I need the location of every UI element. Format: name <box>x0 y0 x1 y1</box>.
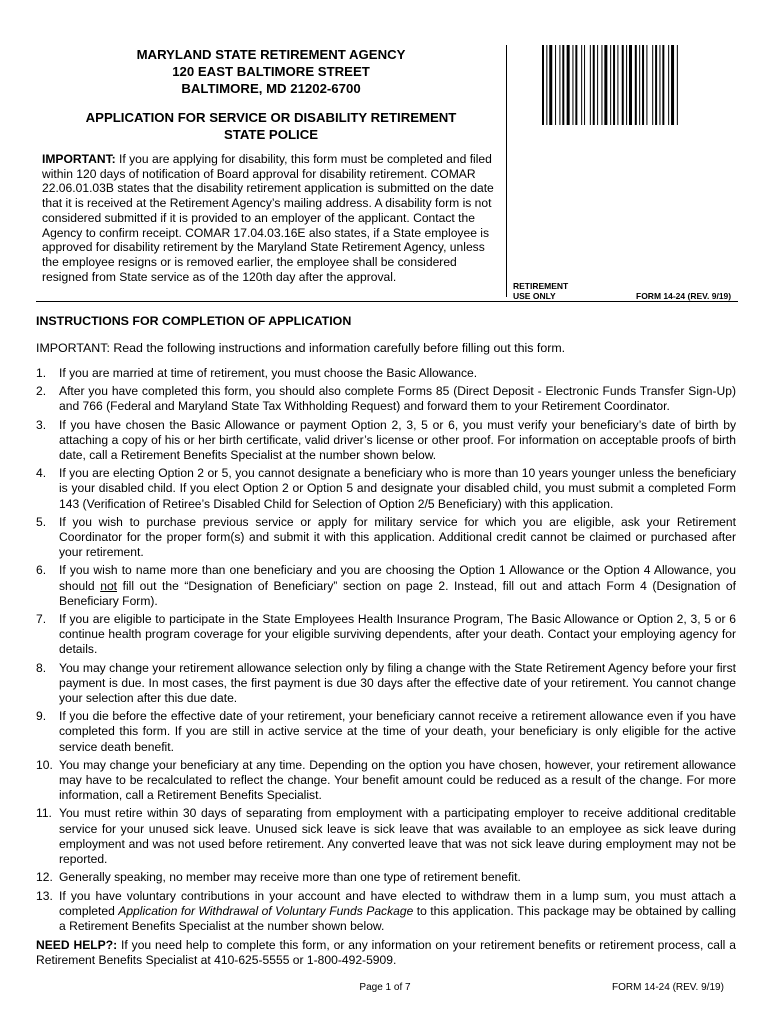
barcode-bar <box>617 45 618 125</box>
item-text: You may change your beneficiary at any time. Depending on the option you have chosen, however, your retirement allowance may have to be recalculated to reflect the change. Your benefit amount could be reduced as a result of the change. For more information, call a Retirement Benefits Specialist. <box>59 757 736 803</box>
barcode-bar <box>604 45 607 125</box>
form-title-line2: STATE POLICE <box>223 127 319 142</box>
barcode-bar <box>572 45 573 125</box>
item-number: 3. <box>36 417 47 432</box>
barcode-bar <box>646 45 647 125</box>
important-text: If you are applying for disability, this form must be completed and filed within 120 days of notification of Board approval for disability retirement. COMAR 22.06.01.03B states that the disability retirement application is submitted on the date that it is received at the Retirement Agency’s mailing address. A disability form is not considered submitted if it is provided to an employer of the applicant. Contact the Agency to confirm receipt. COMAR 17.04.03.16E also states, if a State employee is approved for disability retirement by the Maryland State Retirement Agency, unless the employee resigns or is removed earlier, the employee shall be considered resigned from State service as of the 120th day after the approval. <box>42 152 494 284</box>
need-help-text: If you need help to complete this form, or any information on your retirement benefits or retirement process, call a Retirement Benefits Specialist at 410-625-5555 or 1-800-492-5909. <box>36 938 736 968</box>
item-number: 7. <box>36 612 47 627</box>
important-notice <box>42 152 504 284</box>
item-text: If you wish to purchase previous service or apply for military service for which you are eligible, ask your Retirement Coordinator for the proper form(s) and submit it with this application. Additional credit cannot be claimed or purchased after your retirement. <box>59 514 736 560</box>
barcode-bar <box>655 45 657 125</box>
barcode-bar <box>635 45 637 125</box>
list-item <box>36 612 736 658</box>
need-help <box>36 938 736 968</box>
need-help-label: NEED HELP?: <box>36 938 118 952</box>
agency-name: MARYLAND STATE RETIREMENT AGENCY <box>136 47 406 62</box>
header-rule <box>36 301 738 302</box>
item-text-pre: If you wish to name more than one beneficiary and you are choosing the Option 1 Allowance or the Option 4 Allowance, you should <box>59 563 736 593</box>
barcode-bar <box>593 45 595 125</box>
item-text <box>59 889 736 935</box>
item-number: 8. <box>36 660 47 675</box>
item-text-pre: If you have voluntary contributions in your account and have elected to withdraw them in a lump sum, you must attach a completed <box>59 888 736 918</box>
item-text-underlined: not <box>100 578 118 593</box>
form-number-top: FORM 14-24 (REV. 9/19) <box>636 291 732 301</box>
agency-street: 120 EAST BALTIMORE STREET <box>172 64 370 79</box>
barcode-bar <box>668 45 669 125</box>
list-item <box>36 563 736 609</box>
instructions-list <box>36 366 736 937</box>
barcode-bar <box>613 45 615 125</box>
item-number: 12. <box>36 870 53 885</box>
barcode-bar <box>549 45 552 125</box>
barcode-bar <box>662 45 664 125</box>
barcode <box>542 45 737 125</box>
item-number: 6. <box>36 563 47 578</box>
list-item <box>36 366 736 381</box>
agency-city: BALTIMORE, MD 21202-6700 <box>181 81 361 96</box>
barcode-bar <box>559 45 560 125</box>
barcode-bar <box>626 45 627 125</box>
barcode-bar <box>671 45 674 125</box>
barcode-bar <box>584 45 585 125</box>
barcode-bar <box>546 45 547 125</box>
barcode-bar <box>597 45 598 125</box>
item-number: 2. <box>36 384 47 399</box>
barcode-bar <box>642 45 644 125</box>
barcode-bar <box>622 45 624 125</box>
page-number: Page 1 of 7 <box>359 982 411 993</box>
barcode-bar <box>677 45 678 125</box>
item-text-post: to this application. This package may be obtained by calling a Retirement Benefits Specialist at the number shown below. <box>59 903 736 933</box>
item-number: 13. <box>36 888 53 903</box>
item-text: Generally speaking, no member may receive more than one type of retirement benefit. <box>59 870 521 885</box>
instructions-intro: IMPORTANT: Read the following instructions and information carefully before filling out this form. <box>36 341 566 355</box>
barcode-bar <box>610 45 611 125</box>
form-title-line1: APPLICATION FOR SERVICE OR DISABILITY RETIREMENT <box>85 110 457 125</box>
item-number: 11. <box>36 806 52 821</box>
barcode-bar <box>567 45 570 125</box>
barcode-bar <box>562 45 564 125</box>
list-item <box>36 758 736 804</box>
item-number: 10. <box>36 757 53 772</box>
list-item <box>36 661 736 707</box>
item-text: You must retire within 30 days of separating from employment with a participating employer to receive additional creditable service for your unused sick leave. Unused sick leave is sick leave that was available to an employee as sick leave during employment and was not used before retirement. Any converted leave that was not sick leave during employment may not be reported. <box>59 806 736 867</box>
form-number-bottom: FORM 14-24 (REV. 9/19) <box>612 982 724 993</box>
agency-header <box>36 46 506 97</box>
item-text: After you have completed this form, you should also complete Forms 85 (Direct Deposit - Electronic Funds Transfer Sign-Up) and 766 (Federal and Maryland State Tax Withholding Request) and forward them to your Retirement Coordinator. <box>59 384 736 414</box>
item-text-italic: Application for Withdrawal of Voluntary Funds Package <box>118 903 414 918</box>
retirement-use-line1: RETIREMENT <box>513 281 569 291</box>
item-text: If you are married at time of retirement, you must choose the Basic Allowance. <box>59 366 478 380</box>
item-text: If you have chosen the Basic Allowance or payment Option 2, 3, 5 or 6, you must verify your beneficiary’s date of birth by attaching a copy of his or her birth certificate, valid driver’s license or other proof. For information on acceptable proofs of birth date, call a Retirement Benefits Specialist at the number shown below. <box>59 417 736 463</box>
barcode-bar <box>639 45 640 125</box>
instructions-heading: INSTRUCTIONS FOR COMPLETION OF APPLICATION <box>36 314 352 328</box>
barcode-bar <box>629 45 632 125</box>
item-number: 1. <box>36 366 47 380</box>
barcode-bar <box>652 45 653 125</box>
important-label: IMPORTANT: <box>42 152 116 166</box>
list-item <box>36 806 736 867</box>
item-text <box>59 563 736 609</box>
barcode-bar <box>555 45 556 125</box>
barcode-bar <box>542 45 544 125</box>
form-title <box>36 109 506 143</box>
item-number: 4. <box>36 466 47 481</box>
list-item <box>36 889 736 935</box>
retirement-use-only <box>513 281 568 301</box>
header-divider <box>506 45 507 297</box>
item-text: If you are electing Option 2 or 5, you cannot designate a beneficiary who is more than 10 years younger unless the beneficiary is your disabled child. If you elect Option 2 or Option 5 and designate your disabled child, you must submit a completed Form 143 (Verification of Retiree’s Disabled Child for Selection of Option 2/5 Beneficiary) with this application. <box>59 466 736 511</box>
barcode-bar <box>581 45 582 125</box>
list-item <box>36 515 736 561</box>
barcode-bar <box>575 45 577 125</box>
barcode-bar <box>659 45 660 125</box>
item-text: You may change your retirement allowance selection only by filing a change with the State Retirement Agency before your first payment is due. In most cases, the first payment is due 30 days after the effective date of your retirement. You cannot change your selection after this due date. <box>59 660 736 706</box>
item-text: If you are eligible to participate in the State Employees Health Insurance Program, The Basic Allowance or Option 2, 3, 5 or 6 continue health program coverage for your eligible surviving dependents, after your death. Contact your employing agency for details. <box>59 612 736 657</box>
barcode-bar <box>590 45 591 125</box>
list-item <box>36 466 736 512</box>
item-text-post: fill out the “Designation of Beneficiary” section on page 2. Instead, fill out and attach Form 4 (Designation of Beneficiary Form). <box>59 578 736 608</box>
barcode-bar <box>601 45 602 125</box>
item-number: 5. <box>36 514 47 529</box>
list-item <box>36 384 736 414</box>
list-item <box>36 870 736 885</box>
item-text: If you die before the effective date of your retirement, your beneficiary cannot receive a retirement allowance even if you have completed this form. If you are still in active service at the time of your death, your beneficiary is only eligible for the active service death benefit. <box>59 709 736 754</box>
list-item <box>36 418 736 464</box>
item-number: 9. <box>36 709 47 724</box>
retirement-use-line2: USE ONLY <box>513 291 556 301</box>
list-item <box>36 709 736 755</box>
